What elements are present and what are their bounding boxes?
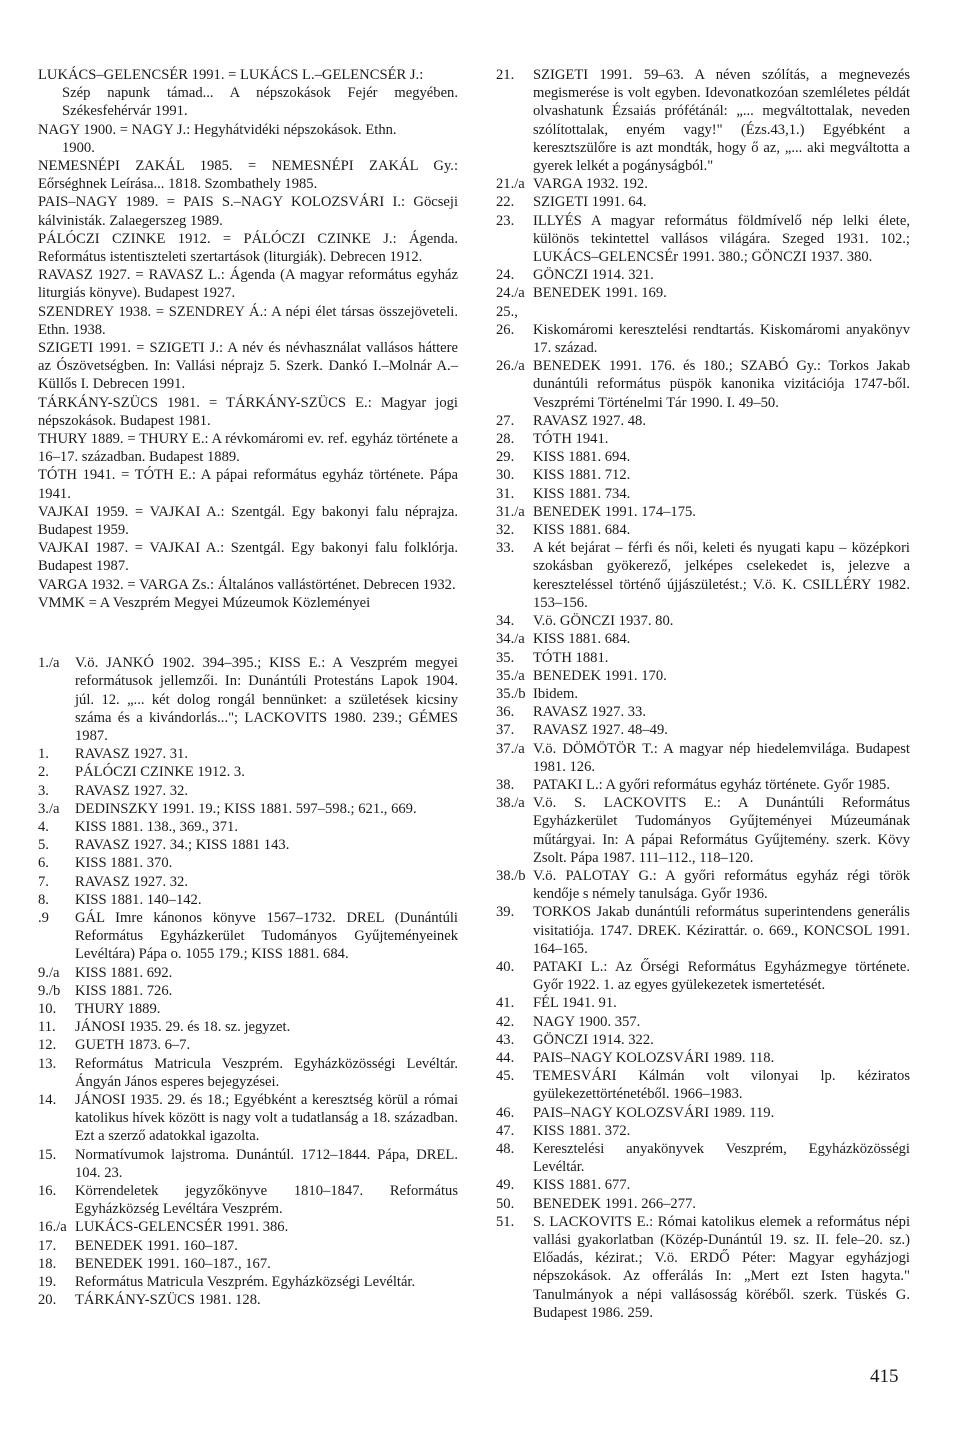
bibliography-entry xyxy=(38,230,458,266)
footnote xyxy=(496,630,910,648)
footnote xyxy=(38,654,458,745)
footnote-number: 48. xyxy=(496,1140,515,1157)
footnote-text: KISS 1881. 677. xyxy=(533,1177,631,1194)
footnote-number: 24./a xyxy=(496,285,525,302)
footnote-number: 32. xyxy=(496,522,515,539)
footnote xyxy=(496,412,910,430)
footnote xyxy=(496,740,910,776)
footnote-text: RAVASZ 1927. 48–49. xyxy=(533,722,668,739)
footnote xyxy=(496,266,910,284)
bibliography-entry xyxy=(38,503,458,539)
bibliography-entry-text: RAVASZ 1927. = RAVASZ L.: Ágenda (A magyar református egyház liturgiás könyve). Budapest 1927. xyxy=(38,267,458,302)
bibliography-entry xyxy=(38,430,458,466)
footnote-number: 25., xyxy=(496,303,518,320)
footnote-text: RAVASZ 1927. 32. xyxy=(75,873,188,890)
footnote-text: V.ö. S. LACKOVITS E.: A Dunántúli Református Egyházkerület Tudományos Gyűjteményei Múzeumának műtárgyai. In: A pápai Református Gyűjtemény. szerk. Kövy Zsolt. Pápa 1987. 111–112., 118–120. xyxy=(533,795,910,866)
footnote-text: TORKOS Jakab dunántúli református superintendens generális visitatiója. 1747. DREK. Kézirattár. o. 669., KONCSOL 1991. 164–165. xyxy=(533,904,910,957)
footnote-text: FÉL 1941. 91. xyxy=(533,995,617,1012)
bibliography-entry-text: NAGY 1900. = NAGY J.: Hegyhátvidéki népszokások. Ethn. xyxy=(38,121,397,138)
footnote-number: 13. xyxy=(38,1055,57,1072)
footnote xyxy=(38,964,458,982)
footnote-text: PÁLÓCZI CZINKE 1912. 3. xyxy=(75,764,245,781)
footnote-number: .9 xyxy=(38,909,49,926)
footnote xyxy=(38,909,458,964)
footnotes-left xyxy=(38,654,458,1309)
footnote-text: BENEDEK 1991. 174–175. xyxy=(533,503,696,520)
footnote-number: 35./b xyxy=(496,685,526,702)
footnote-number: 23. xyxy=(496,212,515,229)
footnote xyxy=(38,1000,458,1018)
footnote-text xyxy=(533,303,910,321)
footnote-text: KISS 1881. 734. xyxy=(533,485,631,502)
footnote-text: RAVASZ 1927. 48. xyxy=(533,412,646,429)
bibliography-entry-text: SZENDREY 1938. = SZENDREY Á.: A népi élet társas összejöveteli. Ethn. 1938. xyxy=(38,303,458,338)
footnote-text: TÓTH 1881. xyxy=(533,649,609,666)
footnote-text: BENEDEK 1991. 169. xyxy=(533,285,667,302)
footnote xyxy=(496,685,910,703)
footnote-number: 30. xyxy=(496,467,515,484)
footnote-number: 3. xyxy=(38,782,49,799)
footnote xyxy=(496,539,910,612)
bibliography-entry xyxy=(38,266,458,302)
footnote xyxy=(38,1182,458,1218)
footnote-text: GUETH 1873. 6–7. xyxy=(75,1037,191,1054)
bibliography-entry-text: PAIS–NAGY 1989. = PAIS S.–NAGY KOLOZSVÁRI I.: Göcseji kálvinisták. Zalaegerszeg 1989. xyxy=(38,194,458,229)
footnote-text: V.ö. JANKÓ 1902. 394–395.; KISS E.: A Veszprém megyei reformátusok jellemzői. In: Dunántúli Protestáns Lapok 1904. júl. 12. „... két dolog rongál bennünket: a születések kicsiny száma és a kivándorlás..."; LACKOVITS 1980. 239.; GÉMES 1987. xyxy=(75,655,458,744)
footnote xyxy=(496,448,910,466)
footnote-text: Körrendeletek jegyzőkönyve 1810–1847. Református Egyházközség Levéltára Veszprém. xyxy=(75,1182,458,1218)
footnote-text: VARGA 1932. 192. xyxy=(533,176,648,193)
footnote-text: A két bejárat – férfi és női, keleti és nyugati kapu – középkori szokásban gyökerező, jelképes cselekedet is, jelezve a kereszteléssel történő újjászületést.; V.ö. K. CSILLÉRY 1982. 153–156. xyxy=(533,540,910,611)
footnote-number: 19. xyxy=(38,1274,57,1290)
footnote-text: Ibidem. xyxy=(533,685,578,702)
footnote-number: 41. xyxy=(496,995,515,1012)
bibliography-entry xyxy=(38,576,458,594)
footnote xyxy=(38,1055,458,1091)
footnote-number: 31. xyxy=(496,485,515,502)
footnote xyxy=(496,776,910,794)
footnote-number: 20. xyxy=(38,1292,57,1309)
footnote-text: THURY 1889. xyxy=(75,1000,161,1017)
footnote xyxy=(496,994,910,1012)
footnote xyxy=(496,1140,910,1176)
footnote-number: 27. xyxy=(496,412,515,429)
footnote-text: KISS 1881. 138., 369., 371. xyxy=(75,818,238,835)
footnote-number: 40. xyxy=(496,958,515,975)
bibliography xyxy=(38,66,458,612)
bibliography-entry-text: LUKÁCS–GELENCSÉR 1991. = LUKÁCS L.–GELENCSÉR J.: xyxy=(38,67,424,83)
footnote-text: KISS 1881. 684. xyxy=(533,522,631,539)
footnote-number: 17. xyxy=(38,1237,57,1254)
footnote xyxy=(496,485,910,503)
footnote xyxy=(38,982,458,1000)
footnote-number: 43. xyxy=(496,1031,515,1048)
footnote-number: 21./a xyxy=(496,176,525,193)
footnote xyxy=(496,903,910,958)
footnote-number: 16. xyxy=(38,1182,57,1199)
footnote xyxy=(496,66,910,175)
footnote-number: 14. xyxy=(38,1091,57,1108)
bibliography-entry xyxy=(38,303,458,339)
bibliography-entry xyxy=(38,66,458,121)
footnote-text: V.ö. GÖNCZI 1937. 80. xyxy=(533,613,674,630)
footnote xyxy=(38,873,458,891)
footnote-text: GÖNCZI 1914. 321. xyxy=(533,267,654,284)
footnote xyxy=(496,193,910,211)
footnote-number: 47. xyxy=(496,1122,515,1139)
footnote xyxy=(38,1291,458,1309)
footnote-number: 46. xyxy=(496,1104,515,1121)
footnote-text: SZIGETI 1991. 59–63. A néven szólítás, a megnevezés megismerése is volt egyben. Idevonatkozóan szemléletes példát olvashatunk Ézsaiás prófétánál: „... megváltottalak, neveden szólítottalak, enyém vagy!" (Ézs.43,1.) Egyébként a keresztszülőre is azt mondták, hogy ő az, „... aki megváltotta a gyerek lelkét a pogányságból." xyxy=(533,67,910,175)
footnote-number: 4. xyxy=(38,818,49,835)
bibliography-entry-text: VAJKAI 1987. = VAJKAI A.: Szentgál. Egy bakonyi falu folklórja. Budapest 1987. xyxy=(38,540,458,575)
footnote-number: 33. xyxy=(496,540,515,557)
bibliography-entry-text: VARGA 1932. = VARGA Zs.: Általános vallástörténet. Debrecen 1932. xyxy=(38,576,456,593)
footnote xyxy=(496,867,910,903)
footnote-text: PAIS–NAGY KOLOZSVÁRI 1989. 118. xyxy=(533,1049,775,1066)
footnote-number: 38./a xyxy=(496,795,525,812)
footnote-number: 1./a xyxy=(38,655,60,672)
footnote-text: Keresztelési anyakönyvek Veszprém, Egyházközösségi Levéltár. xyxy=(533,1140,910,1176)
footnote xyxy=(496,175,910,193)
footnote-text: BENEDEK 1991. 160–187. xyxy=(75,1237,238,1254)
footnote xyxy=(496,667,910,685)
footnote-number: 2. xyxy=(38,764,49,781)
footnote xyxy=(38,836,458,854)
footnote-number: 34. xyxy=(496,613,515,630)
footnote-number: 38. xyxy=(496,776,515,793)
footnote-text: ILLYÉS A magyar református földmívelő nép lelki élete, különös tekintettel vallásos világára. Szeged 1931. 102.; LUKÁCS–GELENCSÉr 1991. 380.; GÖNCZI 1937. 380. xyxy=(533,212,910,266)
footnote-text: SZIGETI 1991. 64. xyxy=(533,194,647,211)
footnote-text: JÁNOSI 1935. 29. és 18. sz. jegyzet. xyxy=(75,1019,291,1036)
footnote-text: RAVASZ 1927. 32. xyxy=(75,782,188,799)
bibliography-entry-text: VAJKAI 1959. = VAJKAI A.: Szentgál. Egy bakonyi falu néprajza. Budapest 1959. xyxy=(38,503,458,539)
footnote-text: KISS 1881. 692. xyxy=(75,964,173,981)
footnote xyxy=(496,503,910,521)
footnote xyxy=(38,800,458,818)
bibliography-entry xyxy=(38,339,458,394)
footnote xyxy=(496,703,910,721)
bibliography-entry-text: VMMK = A Veszprém Megyei Múzeumok Közleményei xyxy=(38,594,371,611)
footnote-text: KISS 1881. 694. xyxy=(533,449,631,466)
footnote-text: PATAKI L.: A győri református egyház története. Győr 1985. xyxy=(533,776,890,793)
footnote xyxy=(38,1273,458,1291)
footnote xyxy=(496,1031,910,1049)
footnote-number: 12. xyxy=(38,1037,57,1054)
footnote xyxy=(496,649,910,667)
footnote-text: GÖNCZI 1914. 322. xyxy=(533,1031,654,1048)
bibliography-entry xyxy=(38,394,458,430)
footnote-number: 44. xyxy=(496,1049,515,1066)
footnote-text: BENEDEK 1991. 176. és 180.; SZABÓ Gy.: Torkos Jakab dunántúli református püspök kanonika vizitációja 1747-ből. Veszprémi Történelmi Tár 1990. I. 49–50. xyxy=(533,358,910,411)
section-gap xyxy=(38,612,458,654)
footnote-text: KISS 1881. 726. xyxy=(75,982,173,999)
footnote xyxy=(496,1013,910,1031)
right-column xyxy=(496,66,910,1322)
footnote-text: KISS 1881. 140–142. xyxy=(75,891,202,908)
footnote-number: 6. xyxy=(38,855,49,872)
footnote-text: KISS 1881. 712. xyxy=(533,467,631,484)
footnote-number: 39. xyxy=(496,904,515,921)
footnote xyxy=(496,1067,910,1103)
footnote xyxy=(38,1018,458,1036)
footnote xyxy=(38,1036,458,1054)
page-number: 415 xyxy=(870,1366,899,1387)
footnotes-right xyxy=(496,66,910,1322)
footnote xyxy=(38,1237,458,1255)
footnote xyxy=(496,357,910,412)
footnote xyxy=(496,958,910,994)
footnote-number: 42. xyxy=(496,1013,515,1030)
footnote-number: 11. xyxy=(38,1019,56,1036)
footnote-text: TEMESVÁRI Kálmán volt vilonyai lp. kéziratos gyülekezettörténetéből. 1966–1983. xyxy=(533,1068,910,1103)
footnote-number: 36. xyxy=(496,704,515,721)
footnote-text: NAGY 1900. 357. xyxy=(533,1013,641,1030)
footnote xyxy=(496,794,910,867)
footnote xyxy=(496,212,910,267)
bibliography-entry xyxy=(38,539,458,575)
footnote-text: S. LACKOVITS E.: Római katolikus elemek a református népi vallási gyakorlatban (Közép-Dunántúl 19. sz. II. fele–20. sz.) Előadás, kézirat.; V.ö. ERDŐ Péter: Magyar egyházjogi népszokások. Az offerálás In: „Mert ezt Isten hagyta." Tanulmányok a népi vallásosság köréből. szerk. Tüskés G. Budapest 1986. 259. xyxy=(533,1213,910,1321)
bibliography-entry-text: THURY 1889. = THURY E.: A révkomáromi ev. ref. egyház története a 16–17. században. Budapest 1889. xyxy=(38,431,458,466)
footnote-number: 21. xyxy=(496,67,515,83)
bibliography-entry-text: NEMESNÉPI ZAKÁL 1985. = NEMESNÉPI ZAKÁL Gy.: Eőrséghnek Leírása... 1818. Szombathely 1985. xyxy=(38,158,458,193)
footnote-text: TÁRKÁNY-SZÜCS 1981. 128. xyxy=(75,1292,261,1309)
footnote-text: JÁNOSI 1935. 29. és 18.; Egyébként a keresztség körül a római katolikus hívek között is nagy volt a tudatlanság a 18. században. Ezt a szerző adatokkal igazolta. xyxy=(75,1091,458,1145)
footnote-text: Református Matricula Veszprém. Egyházközségi Levéltár. xyxy=(75,1274,416,1290)
footnote-text: Normatívumok lajstroma. Dunántúl. 1712–1844. Pápa, DREL. 104. 23. xyxy=(75,1146,458,1181)
footnote-text: RAVASZ 1927. 34.; KISS 1881 143. xyxy=(75,837,290,854)
footnote-number: 8. xyxy=(38,891,49,908)
bibliography-entry-continuation: Szép napunk támad... A népszokások Fejér megyében. Székesfehérvár 1991. xyxy=(62,85,458,120)
footnote-number: 9./a xyxy=(38,964,60,981)
footnote xyxy=(496,1104,910,1122)
footnote-number: 35./a xyxy=(496,667,525,684)
footnote-number: 5. xyxy=(38,837,49,854)
footnote-number: 26./a xyxy=(496,358,525,375)
footnote-number: 9./b xyxy=(38,982,61,999)
footnote-number: 50. xyxy=(496,1195,515,1212)
footnote xyxy=(496,1195,910,1213)
footnote-number: 31./a xyxy=(496,503,525,520)
footnote xyxy=(38,1091,458,1146)
footnote xyxy=(38,1146,458,1182)
bibliography-entry-text: TÓTH 1941. = TÓTH E.: A pápai református egyház története. Pápa 1941. xyxy=(38,467,458,502)
footnote xyxy=(38,763,458,781)
footnote-text: Református Matricula Veszprém. Egyházközösségi Levéltár. Ángyán János esperes bejegyzései. xyxy=(75,1055,458,1090)
footnote xyxy=(496,1122,910,1140)
footnote-number: 49. xyxy=(496,1177,515,1194)
footnote-number: 26. xyxy=(496,321,515,338)
footnote xyxy=(38,782,458,800)
footnote-text: RAVASZ 1927. 33. xyxy=(533,704,646,721)
footnote-text: PAIS–NAGY KOLOZSVÁRI 1989. 119. xyxy=(533,1104,775,1121)
footnote-number: 10. xyxy=(38,1000,57,1017)
footnote-text: KISS 1881. 684. xyxy=(533,631,631,648)
footnote-text: KISS 1881. 372. xyxy=(533,1122,631,1139)
footnote-text: LUKÁCS-GELENCSÉR 1991. 386. xyxy=(75,1219,289,1236)
footnote-number: 7. xyxy=(38,873,49,890)
footnote-text: BENEDEK 1991. 170. xyxy=(533,667,667,684)
footnote-number: 37. xyxy=(496,722,515,739)
footnote-number: 29. xyxy=(496,449,515,466)
footnote-number: 34./a xyxy=(496,631,525,648)
footnote-text: RAVASZ 1927. 31. xyxy=(75,746,188,763)
bibliography-entry-continuation: 1900. xyxy=(62,139,95,156)
footnote-number: 1. xyxy=(38,746,49,763)
footnote-text: V.ö. PALOTAY G.: A győri református egyház régi török kendője s némely tanulsága. Győr 1936. xyxy=(533,867,910,903)
footnote-number: 38./b xyxy=(496,867,526,884)
footnote-number: 24. xyxy=(496,267,515,284)
bibliography-entry xyxy=(38,193,458,229)
footnote-number: 22. xyxy=(496,194,515,211)
footnote-number: 37./a xyxy=(496,740,525,757)
footnote xyxy=(496,284,910,302)
footnote-number: 35. xyxy=(496,649,515,666)
footnote xyxy=(38,854,458,872)
bibliography-entry xyxy=(38,466,458,502)
footnote-text: V.ö. DÖMÖTÖR T.: A magyar nép hiedelemvilága. Budapest 1981. 126. xyxy=(533,740,910,775)
footnote xyxy=(496,1049,910,1067)
footnote xyxy=(496,430,910,448)
footnote xyxy=(496,1176,910,1194)
footnote-text: GÁL Imre kánonos könyve 1567–1732. DREL (Dunántúli Református Egyházkerület Tudományos Gyűjteményeinek Levéltára) Pápa o. 1055 179.; KISS 1881. 684. xyxy=(75,909,458,963)
footnote-text: BENEDEK 1991. 266–277. xyxy=(533,1195,696,1212)
footnote xyxy=(38,818,458,836)
footnote-number: 45. xyxy=(496,1068,515,1085)
footnote xyxy=(496,721,910,739)
footnote xyxy=(38,1255,458,1273)
footnote-number: 3./a xyxy=(38,800,60,817)
footnote xyxy=(496,1213,910,1322)
footnote xyxy=(496,612,910,630)
footnote-text: DEDINSZKY 1991. 19.; KISS 1881. 597–598.; 621., 669. xyxy=(75,800,417,817)
footnote-text: Kiskomáromi keresztelési rendtartás. Kiskomáromi anyakönyv 17. század. xyxy=(533,321,910,357)
footnote-number: 16./a xyxy=(38,1219,67,1236)
footnote-number: 15. xyxy=(38,1146,57,1163)
footnote xyxy=(496,521,910,539)
footnote-number: 51. xyxy=(496,1213,515,1230)
bibliography-entry xyxy=(38,121,458,157)
footnote-text: BENEDEK 1991. 160–187., 167. xyxy=(75,1255,271,1272)
footnote-text: TÓTH 1941. xyxy=(533,431,609,448)
left-column xyxy=(38,66,458,1309)
bibliography-entry xyxy=(38,594,458,612)
footnote xyxy=(38,1218,458,1236)
footnote xyxy=(496,466,910,484)
footnote-text: KISS 1881. 370. xyxy=(75,855,173,872)
footnote xyxy=(38,891,458,909)
bibliography-entry-text: TÁRKÁNY-SZÜCS 1981. = TÁRKÁNY-SZÜCS E.: Magyar jogi népszokások. Budapest 1981. xyxy=(38,394,458,429)
footnote-number: 28. xyxy=(496,431,515,448)
footnote-text: PATAKI L.: Az Őrségi Református Egyházmegye története. Győr 1922. 1. az egyes gyülekezetek ismertetését. xyxy=(533,958,910,994)
footnote xyxy=(38,745,458,763)
bibliography-entry-text: SZIGETI 1991. = SZIGETI J.: A név és névhasználat vallásos háttere az Ószövetségben. In: Vallási néprajz 5. Szerk. Dankó I.–Molnár A.–Küllős I. Debrecen 1991. xyxy=(38,340,458,393)
footnote xyxy=(496,303,910,321)
bibliography-entry-text: PÁLÓCZI CZINKE 1912. = PÁLÓCZI CZINKE J.: Ágenda. Református istentiszteleti szertartások (liturgiák). Debrecen 1912. xyxy=(38,230,458,266)
footnote xyxy=(496,321,910,357)
footnote-number: 18. xyxy=(38,1255,57,1272)
bibliography-entry xyxy=(38,157,458,193)
